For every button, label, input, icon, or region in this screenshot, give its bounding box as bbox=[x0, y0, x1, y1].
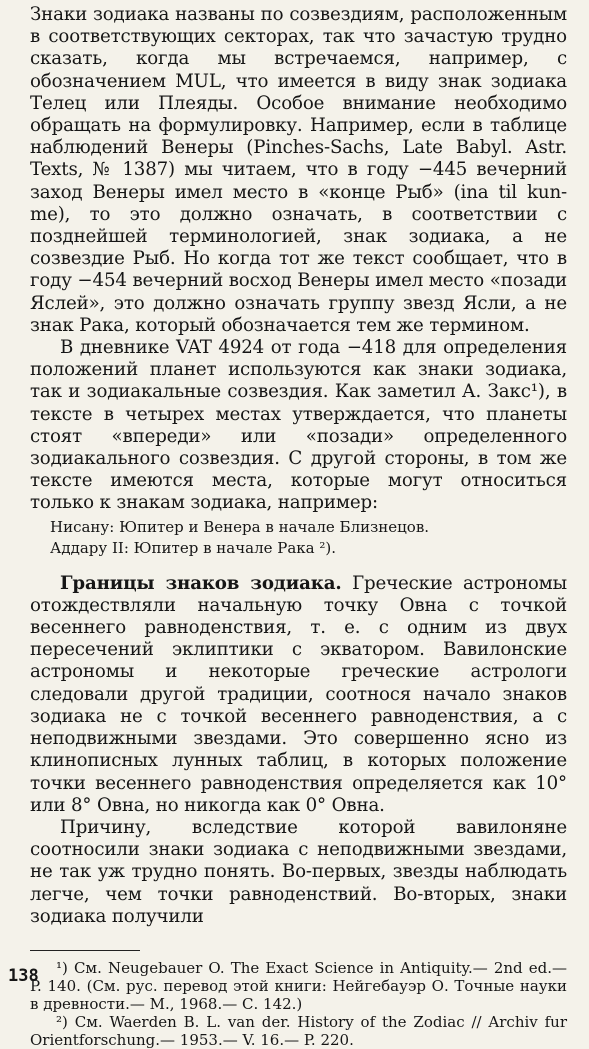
paragraph-zodiac-naming: Знаки зодиака названы по созвездиям, расположенным в соответствующих секторах, так что зачастую трудно сказать, когда мы встречаемся, например, с обозначением MUL, что имеется в виду знак зодиака Телец или Плеяды. Особое внимание необходимо обращать на формулировку. Например, если в таблице наблюдений Венеры (Pinches-Sachs, Late Babyl. Astr. Texts, № 1387) мы читаем, что в году −445 вечерний заход Венеры имел место в «конце Рыб» (ina til kun-me), то это должно означать, в соответствии с позднейшей терминологией, знак зодиака, а не созвездие Рыб. Но когда тот же текст сообщает, что в году −454 вечерний восход Венеры имел место «позади Яслей», это должно означать группу звезд Ясли, а не знак Рака, который обозначается тем же термином. bbox=[30, 4, 567, 336]
footnote-1: ¹) См. Neugebauer O. The Exact Science in Antiquity.— 2nd ed.— P. 140. (См. рус. перевод этой книги: Нейгебауэр О. Точные науки в древности.— М., 1968.— С. 142.) bbox=[30, 958, 567, 1013]
paragraph-reason: Причину, вследствие которой вавилоняне соотносили знаки зодиака с неподвижными звездами, не так уж трудно понять. Во-первых, звезды наблюдать легче, чем точки равноденствий. Во-вторых, знаки зодиака получили bbox=[30, 816, 567, 927]
section-heading: Границы знаков зодиака. bbox=[60, 572, 342, 594]
quote-line-nisanu: Нисану: Юпитер и Венера в начале Близнецов. bbox=[50, 517, 430, 536]
section-zodiac-boundaries bbox=[30, 573, 567, 817]
footnote-divider bbox=[30, 950, 140, 951]
paragraph-vat-4924: В дневнике VAT 4924 от года −418 для определения положений планет используются как знаки зодиака, так и зодиакальные созвездия. Как заметил А. Закс¹), в тексте в четырех местах утверждается, что планеты стоят «впереди» или «позади» определенного зодиакального созвездия. С другой стороны, в том же тексте имеются места, которые могут относиться только к знакам зодиака, например: bbox=[30, 337, 567, 514]
footnote-2: ²) См. Waerden B. L. van der. History of the Zodiac // Archiv fur Orientforschung.— 1953.— V. 16.— P. 220. bbox=[30, 1012, 567, 1049]
quoted-examples bbox=[50, 517, 567, 559]
quote-line-addaru: Аддару II: Юпитер в начале Рака ²). bbox=[50, 538, 337, 557]
section-body: Греческие астрономы отождествляли начальную точку Овна с точкой весеннего равноденствия, т. е. с одним из двух пересечений эклиптики с экватором. Вавилонские астрономы и некоторые греческие астрологи следовали другой традиции, соотнося начало знаков зодиака не с точкой весеннего равноденствия, а с неподвижными звездами. Это совершенно ясно из клинописных лунных таблиц, в которых положение точки весеннего равноденствия определяется как 10° или 8° Овна, но никогда как 0° Овна. bbox=[30, 572, 567, 816]
page-number: 138 bbox=[8, 966, 39, 986]
